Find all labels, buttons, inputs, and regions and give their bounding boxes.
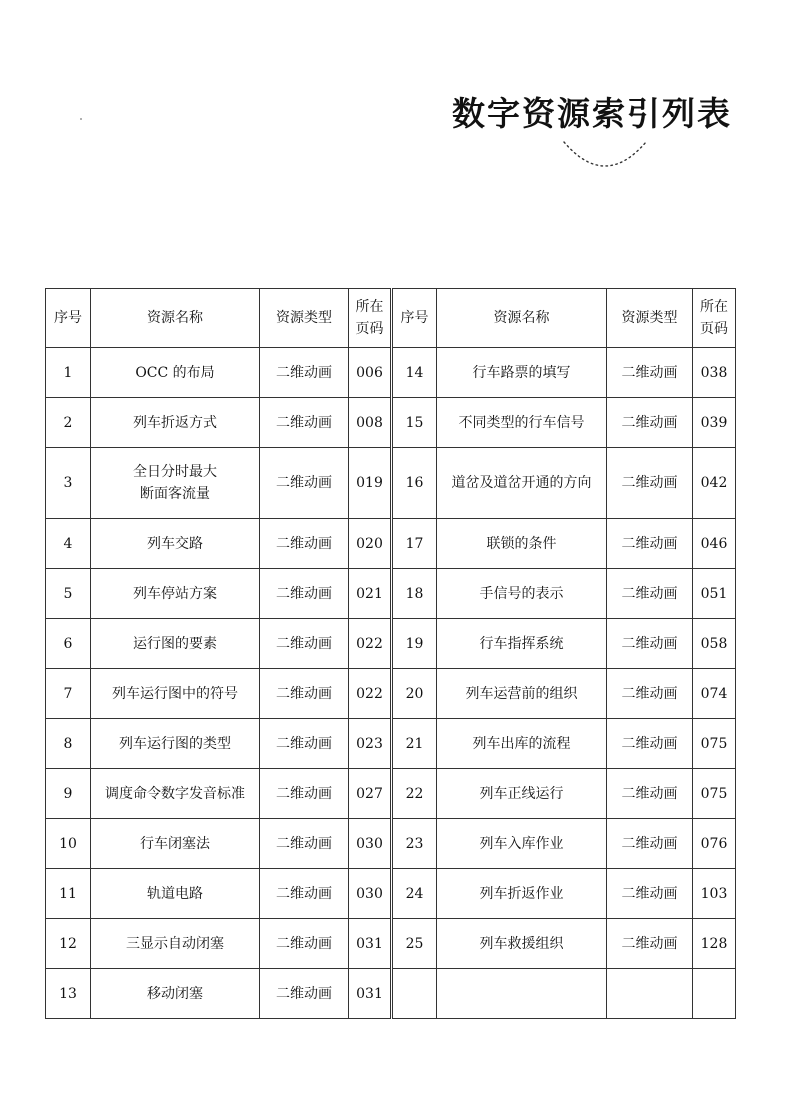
cell-page-right: 039 [693,398,736,448]
header-type: 资源类型 [260,289,349,348]
empty-cell [437,969,607,1019]
table-row [46,919,736,969]
table-row [46,769,736,819]
cell-name-right: 行车指挥系统 [437,619,607,669]
cell-seq: 12 [46,919,91,969]
cell-seq: 9 [46,769,91,819]
cell-name-right: 道岔及道岔开通的方向 [437,448,607,519]
cell-name-right: 列车正线运行 [437,769,607,819]
empty-cell [693,969,736,1019]
cell-type: 二维动画 [260,569,349,619]
cell-seq: 7 [46,669,91,719]
table-row [46,448,736,519]
cell-page-right: 042 [693,448,736,519]
cell-seq: 8 [46,719,91,769]
cell-type-right: 二维动画 [607,448,693,519]
cell-type: 二维动画 [260,769,349,819]
cell-page: 031 [349,969,392,1019]
cell-type: 二维动画 [260,348,349,398]
cell-seq: 1 [46,348,91,398]
cell-seq: 5 [46,569,91,619]
cell-page-right: 051 [693,569,736,619]
cell-seq: 3 [46,448,91,519]
table-row [46,969,736,1019]
cell-page: 022 [349,669,392,719]
cell-name-right: 不同类型的行车信号 [437,398,607,448]
resource-index-table [45,288,736,1019]
table-row [46,398,736,448]
header-seq: 序号 [46,289,91,348]
cell-page: 023 [349,719,392,769]
cell-page: 019 [349,448,392,519]
header-page: 所在 页码 [349,289,392,348]
cell-type-right: 二维动画 [607,519,693,569]
cell-seq: 11 [46,869,91,919]
cell-page: 027 [349,769,392,819]
header-type-right: 资源类型 [607,289,693,348]
cell-type: 二维动画 [260,669,349,719]
table-row [46,348,736,398]
cell-name: 列车运行图中的符号 [91,669,260,719]
cell-seq-right: 16 [392,448,437,519]
cell-seq-right: 24 [392,869,437,919]
cell-page: 031 [349,919,392,969]
page-speck [80,118,82,120]
cell-type-right: 二维动画 [607,769,693,819]
cell-name-right: 列车折返作业 [437,869,607,919]
cell-seq: 10 [46,819,91,869]
cell-page: 030 [349,819,392,869]
cell-name: 运行图的要素 [91,619,260,669]
cell-seq-right: 23 [392,819,437,869]
header-seq-right: 序号 [392,289,437,348]
cell-page-right: 075 [693,719,736,769]
cell-name: 调度命令数字发音标准 [91,769,260,819]
cell-seq-right: 18 [392,569,437,619]
cell-type-right: 二维动画 [607,819,693,869]
cell-type: 二维动画 [260,919,349,969]
cell-page: 006 [349,348,392,398]
title-dotted-arc-decoration [560,138,650,178]
cell-name-right: 行车路票的填写 [437,348,607,398]
cell-name-right: 列车出库的流程 [437,719,607,769]
cell-page-right: 058 [693,619,736,669]
cell-name: 列车停站方案 [91,569,260,619]
cell-page-right: 128 [693,919,736,969]
cell-page-right: 076 [693,819,736,869]
cell-name: OCC 的布局 [91,348,260,398]
cell-name-right: 手信号的表示 [437,569,607,619]
table-row [46,619,736,669]
table-row [46,519,736,569]
cell-type-right: 二维动画 [607,869,693,919]
empty-cell [607,969,693,1019]
cell-name: 全日分时最大 断面客流量 [91,448,260,519]
cell-type: 二维动画 [260,448,349,519]
cell-seq-right: 20 [392,669,437,719]
cell-type: 二维动画 [260,819,349,869]
cell-name: 列车运行图的类型 [91,719,260,769]
cell-type-right: 二维动画 [607,719,693,769]
cell-name: 移动闭塞 [91,969,260,1019]
table-row [46,669,736,719]
table-row [46,819,736,869]
cell-page: 030 [349,869,392,919]
cell-page-right: 046 [693,519,736,569]
cell-name-right: 列车救援组织 [437,919,607,969]
cell-type: 二维动画 [260,869,349,919]
cell-seq-right: 17 [392,519,437,569]
page-title: 数字资源索引列表 [452,94,732,133]
cell-page-right: 038 [693,348,736,398]
table-row [46,719,736,769]
cell-name-right: 列车运营前的组织 [437,669,607,719]
cell-type-right: 二维动画 [607,669,693,719]
cell-name: 三显示自动闭塞 [91,919,260,969]
cell-page-right: 074 [693,669,736,719]
cell-page: 008 [349,398,392,448]
cell-type: 二维动画 [260,619,349,669]
cell-seq: 4 [46,519,91,569]
cell-name-right: 联锁的条件 [437,519,607,569]
cell-name-right: 列车入库作业 [437,819,607,869]
table-header-row [46,289,736,348]
cell-page-right: 075 [693,769,736,819]
cell-type: 二维动画 [260,398,349,448]
cell-seq: 6 [46,619,91,669]
cell-name: 列车交路 [91,519,260,569]
cell-seq-right: 21 [392,719,437,769]
cell-seq-right: 14 [392,348,437,398]
cell-type-right: 二维动画 [607,619,693,669]
cell-page: 020 [349,519,392,569]
header-name-right: 资源名称 [437,289,607,348]
cell-seq: 13 [46,969,91,1019]
cell-seq-right: 15 [392,398,437,448]
cell-name: 行车闭塞法 [91,819,260,869]
table-row [46,569,736,619]
cell-seq-right: 25 [392,919,437,969]
cell-seq-right: 19 [392,619,437,669]
cell-seq: 2 [46,398,91,448]
cell-type-right: 二维动画 [607,348,693,398]
cell-name: 轨道电路 [91,869,260,919]
cell-type: 二维动画 [260,969,349,1019]
header-page-right: 所在 页码 [693,289,736,348]
empty-cell [392,969,437,1019]
cell-name: 列车折返方式 [91,398,260,448]
cell-type-right: 二维动画 [607,398,693,448]
table-row [46,869,736,919]
cell-type: 二维动画 [260,519,349,569]
cell-type-right: 二维动画 [607,919,693,969]
header-name: 资源名称 [91,289,260,348]
cell-type: 二维动画 [260,719,349,769]
cell-page-right: 103 [693,869,736,919]
cell-page: 022 [349,619,392,669]
cell-seq-right: 22 [392,769,437,819]
cell-type-right: 二维动画 [607,569,693,619]
cell-page: 021 [349,569,392,619]
